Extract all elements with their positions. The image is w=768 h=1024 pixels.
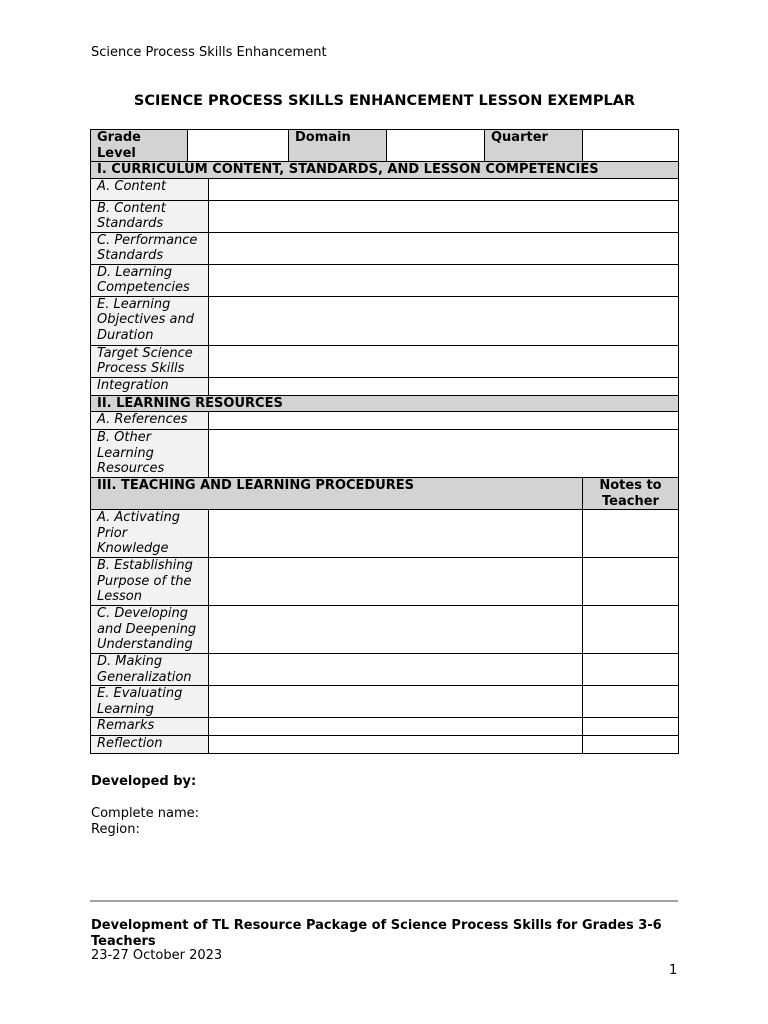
- row-label-developing-understanding: C. Developing and Deepening Understanding: [91, 606, 209, 654]
- row-label-content-standards: B. Content Standards: [91, 200, 209, 232]
- row-label-establishing-purpose: B. Establishing Purpose of the Lesson: [91, 558, 209, 606]
- document-title: SCIENCE PROCESS SKILLS ENHANCEMENT LESSON EXEMPLAR: [133, 93, 636, 109]
- row-label-activating-prior-knowledge: A. Activating Prior Knowledge: [91, 510, 209, 558]
- footer-date: 23-27 October 2023: [91, 948, 223, 963]
- quarter-value-cell[interactable]: [583, 130, 679, 162]
- row-label-learning-competencies: D. Learning Competencies: [91, 264, 209, 296]
- developed-by-label: Developed by:: [91, 774, 197, 789]
- table-row: [91, 232, 679, 264]
- table-header-row: [91, 130, 679, 162]
- activating-prior-knowledge-cell[interactable]: [209, 510, 583, 558]
- lesson-exemplar-table: [90, 129, 679, 754]
- table-row: [91, 686, 679, 718]
- table-row: [91, 296, 679, 345]
- table-row: [91, 412, 679, 430]
- row-label-learning-objectives: E. Learning Objectives and Duration: [91, 296, 209, 345]
- remarks-cell[interactable]: [209, 718, 583, 736]
- performance-standards-cell[interactable]: [209, 232, 679, 264]
- notes-cell[interactable]: [583, 606, 679, 654]
- row-label-content: A. Content: [91, 178, 209, 200]
- integration-cell[interactable]: [209, 377, 679, 395]
- section-heading-resources: II. LEARNING RESOURCES: [91, 395, 679, 412]
- grade-level-label: Grade Level: [91, 130, 188, 162]
- domain-label: Domain: [289, 130, 387, 162]
- content-cell[interactable]: [209, 178, 679, 200]
- notes-cell[interactable]: [583, 654, 679, 686]
- learning-competencies-cell[interactable]: [209, 264, 679, 296]
- references-cell[interactable]: [209, 412, 679, 430]
- target-skills-cell[interactable]: [209, 345, 679, 377]
- developing-understanding-cell[interactable]: [209, 606, 583, 654]
- notes-cell[interactable]: [583, 510, 679, 558]
- table-row: [91, 510, 679, 558]
- grade-level-value-cell[interactable]: [188, 130, 289, 162]
- section-heading-row: [91, 395, 679, 412]
- section-heading-curriculum: I. CURRICULUM CONTENT, STANDARDS, AND LESSON COMPETENCIES: [91, 162, 679, 179]
- section-heading-row: [91, 478, 679, 510]
- row-label-reflection: Reflection: [91, 736, 209, 754]
- learning-objectives-cell[interactable]: [209, 296, 679, 345]
- making-generalization-cell[interactable]: [209, 654, 583, 686]
- section-heading-row: [91, 162, 679, 179]
- content-standards-cell[interactable]: [209, 200, 679, 232]
- notes-cell[interactable]: [583, 736, 679, 754]
- complete-name-label: Complete name:: [91, 806, 200, 821]
- row-label-evaluating-learning: E. Evaluating Learning: [91, 686, 209, 718]
- table-row: [91, 178, 679, 200]
- footer-title: Development of TL Resource Package of Science Process Skills for Grades 3-6 Teachers: [91, 918, 662, 949]
- table-row: [91, 377, 679, 395]
- running-header: Science Process Skills Enhancement: [91, 45, 327, 60]
- table-row: [91, 718, 679, 736]
- notes-cell[interactable]: [583, 558, 679, 606]
- reflection-cell[interactable]: [209, 736, 583, 754]
- row-label-integration: Integration: [91, 377, 209, 395]
- table-row: [91, 736, 679, 754]
- domain-value-cell[interactable]: [387, 130, 485, 162]
- row-label-making-generalization: D. Making Generalization: [91, 654, 209, 686]
- establishing-purpose-cell[interactable]: [209, 558, 583, 606]
- quarter-label: Quarter: [485, 130, 583, 162]
- table-row: [91, 345, 679, 377]
- row-label-references: A. References: [91, 412, 209, 430]
- table-row: [91, 264, 679, 296]
- table-row: [91, 654, 679, 686]
- notes-cell[interactable]: [583, 686, 679, 718]
- evaluating-learning-cell[interactable]: [209, 686, 583, 718]
- table-row: [91, 200, 679, 232]
- notes-cell[interactable]: [583, 718, 679, 736]
- page-number: 1: [669, 963, 678, 978]
- table-row: [91, 430, 679, 478]
- row-label-other-resources: B. Other Learning Resources: [91, 430, 209, 478]
- other-resources-cell[interactable]: [209, 430, 679, 478]
- table-row: [91, 558, 679, 606]
- region-label: Region:: [91, 822, 140, 837]
- table-row: [91, 606, 679, 654]
- notes-to-teacher-heading: Notes to Teacher: [583, 478, 679, 510]
- row-label-remarks: Remarks: [91, 718, 209, 736]
- row-label-performance-standards: C. Performance Standards: [91, 232, 209, 264]
- row-label-target-skills: Target Science Process Skills: [91, 345, 209, 377]
- footer-divider: [90, 900, 678, 902]
- section-heading-procedures: III. TEACHING AND LEARNING PROCEDURES: [91, 478, 583, 510]
